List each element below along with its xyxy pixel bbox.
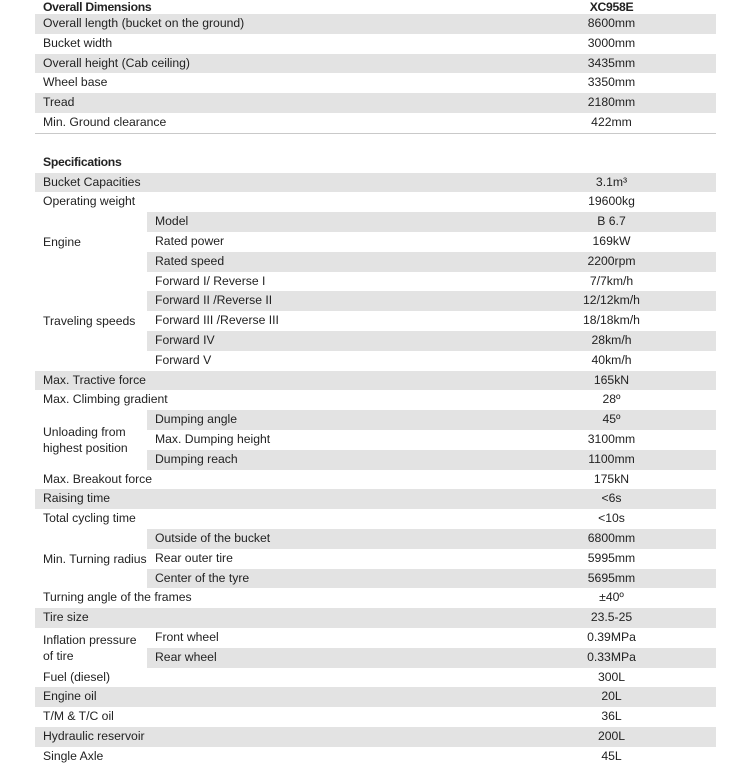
- table-row: [35, 628, 716, 648]
- row-value: 2180mm: [507, 93, 716, 113]
- row-value: 28º: [602, 392, 621, 407]
- row-value: 45º: [507, 410, 716, 430]
- row-value: 0.33MPa: [507, 648, 716, 668]
- table-row: [35, 489, 716, 509]
- row-label: Operating weight: [43, 194, 136, 209]
- row-value: 3000mm: [587, 35, 636, 50]
- specifications-table: [35, 153, 716, 766]
- row-label: Raising time: [35, 489, 507, 509]
- row-value: 19600kg: [588, 194, 635, 209]
- row-label: Front wheel: [155, 629, 219, 644]
- row-value: <6s: [507, 489, 716, 509]
- row-value: 40km/h: [591, 352, 632, 367]
- row-value: 23.5-25: [507, 608, 716, 628]
- row-label: Total cycling time: [43, 511, 136, 526]
- specifications-header: [35, 153, 716, 173]
- overall-dimensions-header: [35, 0, 716, 14]
- row-value: 200L: [507, 727, 716, 747]
- row-label: Outside of the bucket: [147, 529, 507, 549]
- table-row: [35, 608, 716, 628]
- row-label: Min. Ground clearance: [43, 114, 167, 129]
- overall-dimensions-heading: Overall Dimensions: [43, 0, 152, 14]
- row-value: 3350mm: [587, 75, 636, 90]
- table-row: [35, 668, 716, 688]
- group-label-turning-radius: Min. Turning radius: [43, 551, 147, 566]
- table-row: [35, 173, 716, 193]
- row-value: 3.1m³: [507, 173, 716, 193]
- row-label: Forward V: [155, 352, 212, 367]
- group-label-unloading: Unloading from highest position: [43, 424, 128, 455]
- row-value: 6800mm: [507, 529, 716, 549]
- row-value: 1100mm: [507, 450, 716, 470]
- row-label: Overall length (bucket on the ground): [35, 14, 507, 34]
- table-row: [35, 588, 716, 608]
- row-value: 28km/h: [507, 331, 716, 351]
- row-value: 7/7km/h: [589, 273, 634, 288]
- row-value: 2200rpm: [507, 252, 716, 272]
- row-value: 12/12km/h: [507, 291, 716, 311]
- row-label: Rated power: [155, 233, 225, 248]
- table-row: [35, 73, 716, 93]
- table-row: [35, 687, 716, 707]
- row-value: 18/18km/h: [583, 313, 640, 328]
- row-label: Forward II /Reverse II: [147, 291, 507, 311]
- row-label: T/M & T/C oil: [43, 709, 114, 724]
- table-row: [35, 727, 716, 747]
- row-value: 36L: [601, 709, 622, 724]
- row-label: Rated speed: [147, 252, 507, 272]
- table-row: [35, 192, 716, 212]
- row-label: Dumping angle: [147, 410, 507, 430]
- row-value: 5995mm: [587, 550, 636, 565]
- row-label: Tread: [35, 93, 507, 113]
- row-value: 165kN: [507, 371, 716, 391]
- table-row: [35, 54, 716, 74]
- specifications-heading: Specifications: [43, 154, 122, 169]
- row-value: B 6.7: [507, 212, 716, 232]
- row-label: Forward III /Reverse III: [155, 313, 279, 328]
- row-label: Forward I/ Reverse I: [155, 273, 266, 288]
- row-label: Turning angle of the frames: [43, 590, 192, 605]
- row-value: 3100mm: [587, 431, 636, 446]
- row-label: Overall height (Cab ceiling): [35, 54, 507, 74]
- row-label: Rear outer tire: [155, 550, 233, 565]
- table-row: [35, 509, 716, 529]
- group-label-engine: Engine: [43, 234, 81, 249]
- overall-dimensions-table: [35, 0, 716, 133]
- row-value: 8600mm: [507, 14, 716, 34]
- row-label: Center of the tyre: [147, 569, 507, 589]
- row-value: ±40º: [599, 590, 624, 605]
- row-value: 169kW: [592, 233, 631, 248]
- row-value: 45L: [601, 748, 622, 763]
- row-value: 300L: [597, 669, 626, 684]
- row-value: 20L: [507, 687, 716, 707]
- spec-sheet: [35, 0, 716, 766]
- group-label-traveling: Traveling speeds: [43, 314, 136, 329]
- row-label: Max. Tractive force: [35, 371, 507, 391]
- row-label: Rear wheel: [147, 648, 507, 668]
- row-label: Fuel (diesel): [43, 669, 111, 684]
- row-value: 0.39MPa: [587, 629, 636, 644]
- table-row: [35, 470, 716, 490]
- row-label: Bucket width: [43, 35, 113, 50]
- row-value: 175kN: [593, 471, 630, 486]
- table-row: [35, 529, 716, 549]
- table-row: [35, 390, 716, 410]
- group-label-inflation: Inflation pressure of tire: [43, 632, 137, 663]
- table-row: [35, 410, 716, 430]
- table-row: [35, 747, 716, 766]
- row-value: 422mm: [591, 114, 632, 129]
- row-label: Forward IV: [147, 331, 507, 351]
- table-row: [35, 371, 716, 391]
- model-heading: XC958E: [589, 0, 634, 14]
- row-label: Wheel base: [43, 75, 108, 90]
- row-label: Max. Dumping height: [155, 431, 271, 446]
- table-row: [35, 707, 716, 727]
- table-row: [35, 34, 716, 54]
- row-value: 3435mm: [507, 54, 716, 74]
- row-label: Model: [147, 212, 507, 232]
- row-label: Single Axle: [43, 748, 104, 763]
- row-value: <10s: [598, 511, 625, 526]
- row-value: 5695mm: [507, 569, 716, 589]
- row-label: Bucket Capacities: [35, 173, 507, 193]
- row-label: Dumping reach: [147, 450, 507, 470]
- row-label: Max. Breakout force: [43, 471, 153, 486]
- table-row: [35, 93, 716, 113]
- row-label: Hydraulic reservoir: [35, 727, 507, 747]
- table-row: [35, 113, 716, 133]
- row-label: Max. Climbing gradient: [43, 392, 168, 407]
- table-row: [35, 212, 716, 232]
- row-label: Engine oil: [35, 687, 507, 707]
- row-label: Tire size: [35, 608, 507, 628]
- table-row: [35, 14, 716, 34]
- table-row: [35, 272, 716, 292]
